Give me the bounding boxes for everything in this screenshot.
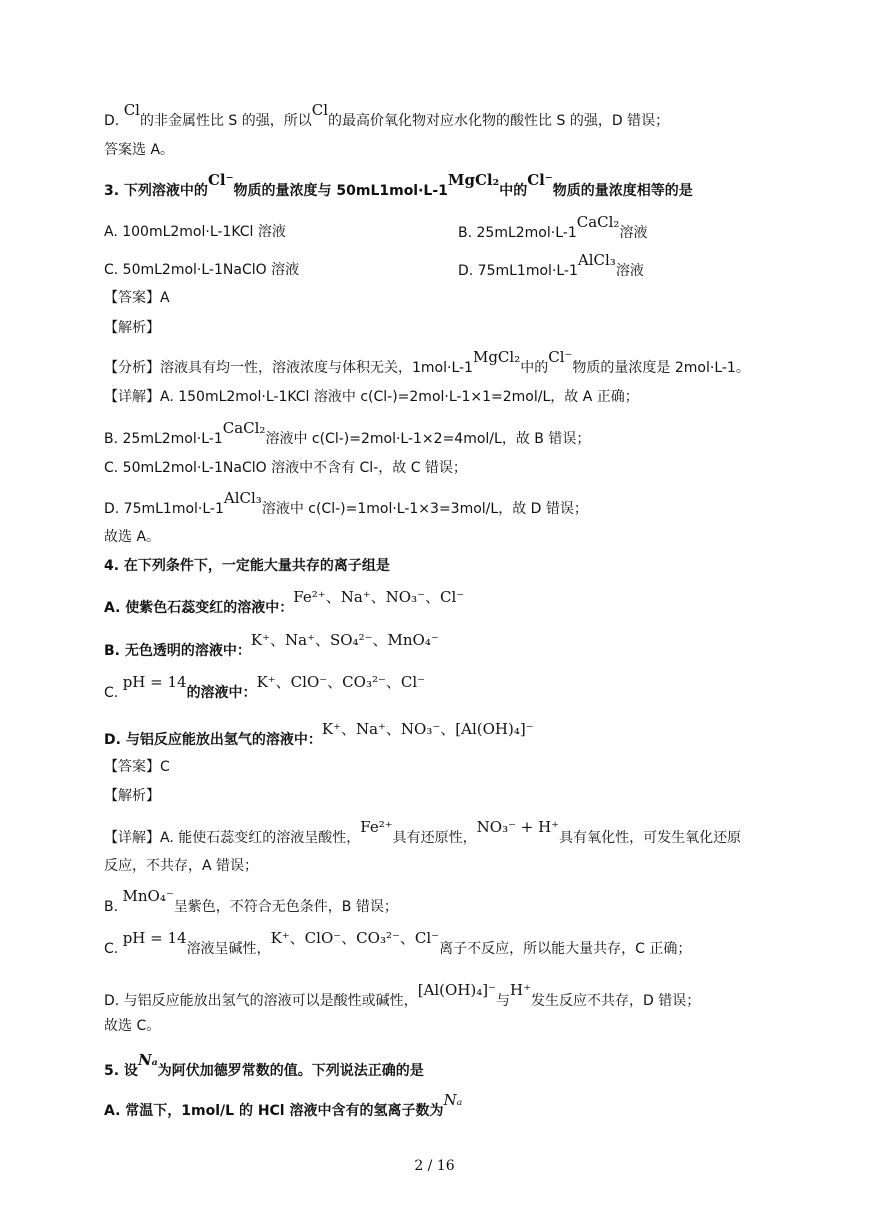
question-3: 3. 下列溶液中的Cl⁻物质的量浓度与 50mL1mol·L-1MgCl₂中的Cl⁻物质的量浓度相等的是: [104, 171, 693, 199]
analysis-heading-3: 【解析】: [104, 320, 160, 336]
formula-alcl3: AlCl₃: [577, 251, 616, 269]
formula-alcl3: AlCl₃: [223, 489, 262, 507]
formula-cl: Cl: [311, 101, 329, 119]
option-3a: A. 100mL2mol·L-1KCl 溶液: [104, 224, 286, 240]
detail-3-b: B. 25mL2mol·L-1CaCl₂溶液中 c(Cl-)=2mol·L-1×2=4mol/L，故 B 错误；: [104, 419, 591, 447]
formula-no3-h: NO₃⁻ + H⁺: [476, 818, 560, 836]
detail-3-c: C. 50mL2mol·L-1NaClO 溶液中不含有 Cl-，故 C 错误；: [104, 460, 467, 476]
detail-4-a: 【详解】A. 能使石蕊变红的溶液呈酸性，Fe²⁺具有还原性，NO₃⁻ + H⁺具有氧化性，可发生氧化还原: [104, 818, 742, 846]
conclusion-4: 故选 C。: [104, 1018, 161, 1034]
detail-3-d: D. 75mL1mol·L-1AlCl₃溶液中 c(Cl-)=1mol·L-1×3=3mol/L，故 D 错误；: [104, 489, 588, 517]
formula-mno4: MnO₄⁻: [122, 887, 174, 905]
formula-mgcl2: MgCl₂: [472, 348, 521, 366]
formula-fe2: Fe²⁺: [360, 818, 393, 836]
option-4d: D. 与铝反应能放出氢气的溶液中：K⁺、Na⁺、NO₃⁻、[Al(OH)₄]⁻: [104, 720, 534, 748]
formula-cacl2: CaCl₂: [222, 419, 266, 437]
option-3c: C. 50mL2mol·L-1NaClO 溶液: [104, 262, 300, 278]
formula-ions-4c: K⁺、ClO⁻、CO₃²⁻、Cl⁻: [256, 673, 426, 691]
option-3d: D. 75mL1mol·L-1AlCl₃溶液: [458, 251, 644, 279]
formula-cl: Cl: [123, 101, 140, 119]
option-3b: B. 25mL2mol·L-1CaCl₂溶液: [458, 213, 648, 241]
option-4b: B. 无色透明的溶液中：K⁺、Na⁺、SO₄²⁻、MnO₄⁻: [104, 631, 439, 659]
formula-ions-4c: K⁺、ClO⁻、CO₃²⁻、Cl⁻: [270, 929, 440, 947]
formula-cl-ion: Cl⁻: [548, 348, 573, 366]
formula-na: Nₐ: [137, 1051, 158, 1069]
analysis-3: 【分析】溶液具有均一性，溶液浓度与体积无关，1mol·L-1MgCl₂中的Cl⁻物质的量浓度是 2mol·L-1。: [104, 348, 750, 376]
formula-cacl2: CaCl₂: [576, 213, 620, 231]
question-5: 5. 设Nₐ为阿伏加德罗常数的值。下列说法正确的是: [104, 1051, 424, 1079]
formula-na: Nₐ: [443, 1091, 463, 1109]
answer-prev: 答案选 A。: [104, 142, 175, 158]
formula-aloh4: [Al(OH)₄]⁻: [417, 981, 497, 999]
line-d-prev: D. Cl的非金属性比 S 的强，所以Cl的最高价氧化物对应水化物的酸性比 S 的强，D 错误；: [104, 101, 670, 129]
formula-cl-ion: Cl⁻: [527, 171, 553, 189]
option-5a: A. 常温下，1mol/L 的 HCl 溶液中含有的氢离子数为Nₐ: [104, 1091, 463, 1119]
formula-ions-4d: K⁺、Na⁺、NO₃⁻、[Al(OH)₄]⁻: [321, 720, 534, 738]
formula-cl-ion: Cl⁻: [207, 171, 234, 189]
answer-4: 【答案】C: [104, 759, 170, 775]
formula-h: H⁺: [510, 981, 532, 999]
detail-3-a: 【详解】A. 150mL2mol·L-1KCl 溶液中 c(Cl-)=2mol·L-1×1=2mol/L，故 A 正确；: [104, 389, 639, 405]
detail-4-a-cont: 反应，不共存，A 错误；: [104, 858, 259, 874]
answer-3: 【答案】A: [104, 290, 170, 306]
formula-mgcl2: MgCl₂: [447, 171, 500, 189]
option-4a: A. 使紫色石蕊变红的溶液中：Fe²⁺、Na⁺、NO₃⁻、Cl⁻: [104, 588, 465, 616]
formula-ph: pH = 14: [122, 929, 187, 947]
analysis-heading-4: 【解析】: [104, 788, 160, 804]
detail-4-c: C. pH = 14溶液呈碱性，K⁺、ClO⁻、CO₃²⁻、Cl⁻离子不反应，所以能大量共存，C 正确；: [104, 929, 692, 957]
option-4c: C. pH = 14的溶液中：K⁺、ClO⁻、CO₃²⁻、Cl⁻: [104, 673, 426, 701]
question-4: 4. 在下列条件下，一定能大量共存的离子组是: [104, 558, 390, 574]
detail-4-b: B. MnO₄⁻呈紫色，不符合无色条件，B 错误；: [104, 887, 398, 915]
detail-4-d: D. 与铝反应能放出氢气的溶液可以是酸性或碱性，[Al(OH)₄]⁻与H⁺发生反应不共存，D 错误；: [104, 981, 701, 1009]
page-number: 2 / 16: [414, 1158, 455, 1174]
formula-ions-4b: K⁺、Na⁺、SO₄²⁻、MnO₄⁻: [250, 631, 439, 649]
conclusion-3: 故选 A。: [104, 529, 161, 545]
formula-ions-4a: Fe²⁺、Na⁺、NO₃⁻、Cl⁻: [293, 588, 465, 606]
formula-ph: pH = 14: [122, 673, 187, 691]
